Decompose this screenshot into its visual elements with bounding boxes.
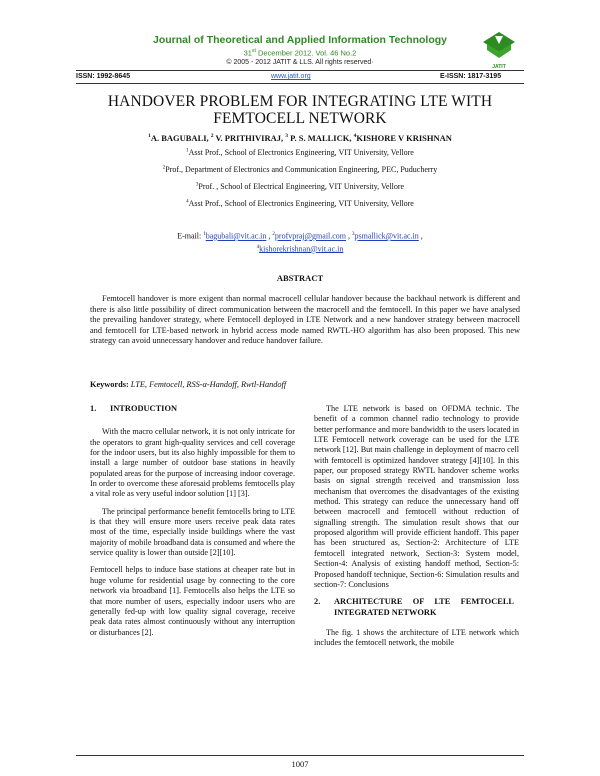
keywords-text: LTE, Femtocell, RSS-α-Handoff, Rwtl-Handoff [130, 380, 287, 389]
issn: ISSN: 1992-8645 [76, 73, 131, 80]
affiliation-text: Prof., Department of Electronics and Communication Engineering, PEC, Puducherry [165, 165, 438, 174]
affiliation-3 [76, 182, 524, 191]
email-link-3[interactable]: psmallick@vit.ac.in [354, 231, 419, 241]
date-day: 31 [243, 48, 252, 58]
email-line-1 [76, 229, 524, 242]
author-2: V. PRITHIVIRAJ, [213, 133, 286, 143]
email-sep-3: , [418, 231, 423, 241]
journal-copyright: © 2005 - 2012 JATIT & LLS. All rights reserved· [226, 59, 374, 66]
author-sup-3: 3 [285, 133, 289, 140]
affiliation-sup: 3 [195, 182, 199, 188]
affiliation-2 [76, 165, 524, 174]
date-rest: December 2012. Vol. 46 No.2 [255, 48, 357, 58]
page-number: 1007 [291, 759, 309, 769]
author-sup-2: 2 [210, 133, 214, 140]
eissn: E-ISSN: 1817-3195 [440, 73, 502, 80]
affiliation-sup: 2 [162, 165, 166, 171]
keywords-label: Keywords: [90, 380, 131, 389]
abstract-heading: ABSTRACT [276, 273, 324, 283]
email-link-1[interactable]: bagubali@vit.ac.in [205, 231, 267, 241]
email-sup-2: 2 [272, 232, 275, 237]
affiliation-text: Asst Prof., School of Electronics Engineering, VIT University, Vellore [188, 148, 414, 157]
paper-title-line-2: FEMTOCELL NETWORK [213, 110, 387, 127]
author-list [76, 133, 524, 143]
email-sup-3: 3 [352, 232, 355, 237]
email-link-2[interactable]: profvpraj@gmail.com [274, 231, 347, 241]
date-suffix: st [251, 48, 256, 54]
email-sep-2: , [346, 231, 353, 241]
intro-paragraph-3: Femtocell helps to induce base stations at cheaper rate but in huge volume for residential usage by connecting to the core network via broadband [1]. Femtocells also helps the LTE so that more number of users, especially indoor users who are generally fed-up with low quality signal coverage, receive peak data rates almost continuously without any interruption or disturbances [2]. [90, 565, 295, 637]
author-sup-1: 1 [148, 133, 151, 140]
intro-paragraph-1: With the macro cellular network, it is not only intricate for the operators to grant high-quality services and cell coverage for the indoor users, but its also highly impossible for them to install a large number of outdoor base stations in heavily populated areas for the purpose of increasing indoor coverage. In order to overcome these aforesaid problems femtocells play a vital role as very useful indoor solution [1] [3]. [90, 427, 295, 499]
author-3: P. S. MALLICK, [288, 133, 354, 143]
abstract-body: Femtocell handover is more exigent than normal macrocell cellular handover because the backhaul network is different and there is also little possibility of direct communication between the macrocell and the femtocell. In this paper we have analysed the prevailing handover strategy, where Femtocell deployed in LTE Network and a new handover strategy between macrocell and femtocell for LTE-based network in hybrid access mode named RWTL-HO algorithm has also been proposed. This new strategy can avoid unnecessary handover and reduce handover failure. [90, 294, 520, 345]
left-column [90, 404, 295, 645]
intro-paragraph-2: The principal performance benefit femtocells bring to LTE is that they will ensure more users receive peak data rates most of the time, especially inside buildings where the vast majority of mobile broadband data is consumed and where the service quality is lower than outside [2][10]. [90, 506, 295, 558]
paper-title-line-1: HANDOVER PROBLEM FOR INTEGRATING LTE WITH [107, 93, 493, 110]
affiliation-1 [76, 148, 524, 157]
section-title: ARCHITECTURE OF LTE FEMTOCELL INTEGRATED NETWORK [334, 597, 514, 617]
email-sup-1: 1 [203, 232, 206, 237]
journal-title: Journal of Theoretical and Applied Information Technology [152, 34, 447, 46]
email-label: E-mail: [177, 231, 204, 241]
affiliation-text: Prof. , School of Electrical Engineering, VIT University, Vellore [198, 182, 405, 191]
logo-text: JATIT [492, 64, 506, 70]
section-heading-introduction [90, 404, 295, 414]
section-number: 2. [314, 597, 321, 607]
email-line-2 [76, 242, 524, 255]
section-heading-architecture [314, 597, 519, 618]
email-link-4[interactable]: kishorekrishnan@vit.ac.in [259, 244, 344, 254]
author-sup-4: 4 [353, 133, 357, 140]
section-title: INTRODUCTION [110, 404, 178, 413]
affiliation-4 [76, 199, 524, 208]
header-rule-bottom [76, 83, 524, 84]
email-sup-4: 4 [256, 244, 260, 250]
header-rule-top [76, 70, 524, 71]
jatit-logo-icon [481, 30, 517, 68]
author-4: KISHORE V KRISHNAN [356, 133, 452, 143]
author-1: A. BAGUBALI, [150, 133, 211, 143]
affiliation-text: Asst Prof., School of Electronics Engineering, VIT University, Vellore [188, 199, 414, 208]
email-sep-1: , [266, 231, 273, 241]
right-column [314, 404, 519, 656]
email-block [76, 229, 524, 254]
journal-url-link[interactable]: www.jatit.org [271, 73, 311, 80]
affiliation-sup: 1 [186, 148, 189, 154]
keywords [90, 380, 520, 389]
architecture-paragraph-1: The fig. 1 shows the architecture of LTE network which includes the femtocell network, the mobile [314, 627, 519, 648]
paper-title [76, 93, 524, 127]
section-number: 1. [90, 404, 97, 413]
intro-paragraph-4: The LTE network is based on OFDMA technic. The benefit of a common channel radio technology to provide better performance and more bandwidth to the users located in LTE Femtocell network coverage can be used for the LTE network [12]. But main challenge in deployment of macro cell with femtocell is optimized handover strategy [4][10]. In this paper, our proposed strategy RWTL handover scheme works basis on signal strength received and transmission loss mechanism that overcomes the disadvantages of the existing method. This strategy can reduce the unnecessary hand off between macrocell and femtocell without reduction of signalling strength. The simulation result shows that our proposed algorithm will provide efficient handoff. This paper has been structured as, Section-2: Architecture of LTE femtocell integrated network, Section-3: System model, Section-4: Analysis of existing handoff method, Section-5: Proposed handoff technique, Section-6: Simulation results and section-7: Conclusions [314, 404, 519, 589]
footer-rule [76, 755, 524, 756]
affiliation-sup: 4 [186, 199, 189, 205]
